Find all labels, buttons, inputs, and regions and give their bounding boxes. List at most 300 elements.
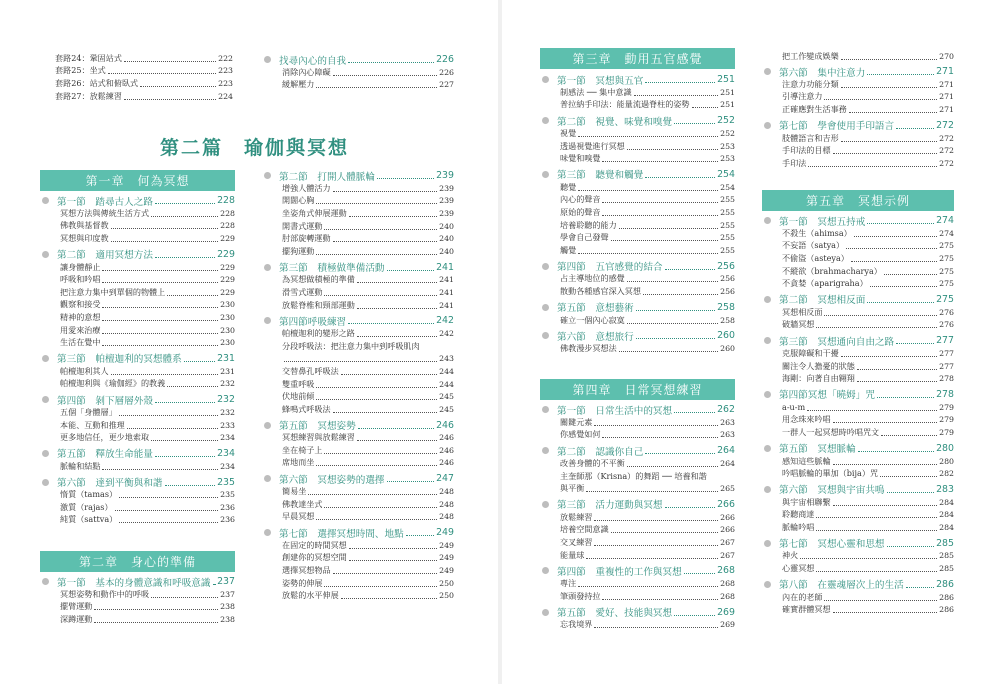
toc-entry [762, 591, 954, 604]
toc-entry-label: 關注令人擔憂的狀態 [782, 360, 855, 371]
toc-entry-page: 233 [220, 420, 235, 430]
toc-entry-page: 285 [939, 564, 954, 574]
toc-entry [40, 431, 235, 444]
toc-entry-page: 279 [939, 415, 954, 425]
toc-section [540, 498, 735, 511]
toc-entry-label: 不殺生（ahimsa） [782, 227, 852, 238]
toc-entry [262, 195, 454, 208]
toc-section-label: 第三節 聽覺和觸覺 [557, 170, 644, 182]
toc-entry [762, 401, 954, 414]
dot-leader [816, 327, 937, 328]
toc-section [40, 248, 235, 261]
toc-section-page: 283 [936, 483, 954, 495]
dot-leader [634, 95, 719, 96]
bullet-dot-icon [542, 501, 549, 508]
dot-leader [316, 519, 437, 520]
toc-entry [540, 619, 735, 632]
toc-entry-label: 不妄語（satya） [782, 240, 845, 251]
toc-entry-page: 255 [720, 220, 735, 230]
toc-entry-page: 276 [939, 307, 954, 317]
toc-entry [540, 342, 735, 355]
dot-leader [167, 386, 218, 387]
toc-entry-label: 把注意力集中到單個的物體上 [60, 286, 166, 297]
toc-entry-page: 266 [720, 512, 735, 522]
toc-entry-page: 255 [720, 207, 735, 217]
toc-entry-page: 255 [720, 233, 735, 243]
toc-entry-page: 284 [939, 510, 954, 520]
dot-leader [102, 282, 218, 283]
toc-entry [540, 524, 735, 537]
chapter2-banner: 第二章 身心的準備 [40, 551, 235, 572]
toc-entry-page: 275 [939, 253, 954, 263]
dot-leader [800, 558, 937, 559]
toc-entry-page: 230 [220, 300, 235, 310]
toc-section-label: 第六節 集中注意力 [779, 67, 866, 79]
toc-entry [262, 365, 454, 378]
toc-entry-page: 234 [220, 433, 235, 443]
toc-entry-label: 筆頭發持拉 [560, 590, 601, 601]
toc-entry [762, 157, 954, 170]
dot-leader [357, 308, 437, 309]
toc-entry [262, 182, 454, 195]
toc-section-label: 第一節 基本的身體意識和呼吸意識 [57, 577, 211, 589]
bullet-dot-icon [542, 406, 549, 413]
toc-section-label: 第四節 剝下層層外殼 [57, 395, 153, 407]
dot-leader [645, 82, 715, 83]
toc-section-label: 第三節 活力運動與冥想 [557, 500, 663, 512]
toc-entry-page: 244 [439, 366, 454, 376]
toc-section-page: 241 [436, 261, 454, 273]
left-col2-list [262, 166, 454, 602]
toc-entry-label: 選擇冥想物品 [282, 565, 331, 576]
dot-leader [324, 295, 437, 296]
toc-entry-page: 226 [439, 67, 454, 77]
dot-leader [627, 281, 718, 282]
toc-entry-label: 神火 [782, 550, 799, 561]
toc-section-label: 第七節 冥想心靈和思想 [779, 539, 885, 551]
bullet-dot-icon [542, 304, 549, 311]
toc-entry-label: 培養聆聽的能力 [560, 219, 617, 230]
dot-leader [316, 465, 437, 466]
toc-section-page: 231 [217, 352, 235, 364]
toc-entry-label: 手印法 [782, 157, 807, 168]
toc-entry-label: 主奎師那（Krisna）的舞蹈 ── 培養和諧 [560, 470, 707, 481]
dot-leader [849, 112, 937, 113]
toc-section [540, 301, 735, 314]
toc-entry-page: 238 [220, 602, 235, 612]
dot-leader [165, 485, 216, 486]
toc-section-page: 274 [936, 215, 954, 226]
toc-entry-page: 249 [439, 566, 454, 576]
toc-entry-page: 284 [939, 497, 954, 507]
toc-entry-label: 原始的聲音 [560, 206, 601, 217]
toc-entry-page: 228 [220, 208, 235, 218]
dot-leader [586, 491, 718, 492]
bullet-dot-icon [42, 578, 49, 585]
toc-section-label: 第六節 意想旅行 [557, 331, 634, 343]
toc-entry-page: 229 [220, 233, 235, 243]
toc-entry [262, 390, 454, 403]
toc-section-label: 第五節 冥想脈輪 [779, 444, 856, 456]
toc-section-page: 256 [717, 260, 735, 272]
dot-leader [877, 397, 934, 398]
toc-entry-label: 占主導地位的感覺 [560, 273, 625, 284]
dot-leader [833, 612, 938, 613]
toc-entry [40, 232, 235, 245]
dot-leader [167, 295, 218, 296]
toc-entry [762, 144, 954, 157]
toc-entry [40, 336, 235, 349]
toc-entry [40, 588, 235, 601]
toc-section [762, 483, 954, 496]
bullet-dot-icon [42, 450, 49, 457]
dot-leader [124, 99, 216, 100]
toc-entry-page: 232 [220, 407, 235, 417]
toc-entry-label: 深蹲運動 [60, 613, 93, 624]
toc-entry [262, 353, 454, 366]
dot-leader [119, 497, 218, 498]
toc-section [762, 293, 954, 306]
toc-entry [40, 489, 235, 502]
dot-leader [124, 61, 216, 62]
toc-section-page: 278 [936, 388, 954, 400]
bullet-dot-icon [542, 171, 549, 178]
dot-leader [387, 270, 435, 271]
toc-section [762, 442, 954, 455]
toc-entry-page: 286 [939, 605, 954, 615]
toc-entry [762, 509, 954, 522]
bullet-dot-icon [542, 76, 549, 83]
toc-entry-label: 一群人一起冥想時吟唱咒文 [782, 426, 880, 437]
toc-entry-label: 脈輪吟唱 [782, 521, 815, 532]
toc-section-label: 第二節 適用冥想方法 [57, 250, 153, 262]
toc-entry-label: 坐在椅子上 [282, 444, 323, 455]
left-col2-top-list [262, 50, 454, 91]
toc-entry [262, 232, 454, 245]
toc-entry [762, 103, 954, 116]
toc-entry-page: 223 [218, 78, 233, 88]
toc-entry-page: 268 [720, 591, 735, 601]
toc-entry [762, 78, 954, 91]
dot-leader [602, 215, 718, 216]
toc-entry [40, 220, 235, 233]
dot-leader [692, 107, 719, 108]
toc-section-label: 第八節 在靈魂層次上的生活 [779, 580, 904, 592]
toc-entry-page: 271 [939, 79, 954, 89]
toc-entry [55, 90, 233, 103]
toc-entry [762, 562, 954, 575]
toc-entry [55, 65, 233, 78]
toc-entry [262, 340, 454, 353]
toc-entry-label: 觸覺 [560, 244, 577, 255]
dot-leader [602, 202, 718, 203]
dot-leader [816, 571, 937, 572]
bullet-dot-icon [764, 391, 771, 398]
dot-leader [111, 228, 219, 229]
dot-leader [586, 558, 718, 559]
dot-leader [846, 248, 937, 249]
toc-entry-label: 創建你的冥想空間 [282, 552, 347, 563]
toc-entry-label: 開闊心胸 [282, 195, 315, 206]
toc-entry [262, 66, 454, 79]
dot-leader [674, 615, 715, 616]
bullet-dot-icon [264, 529, 271, 536]
dot-leader [645, 177, 715, 178]
toc-entry [540, 577, 735, 590]
bullet-dot-icon [764, 122, 771, 129]
toc-entry [55, 77, 233, 90]
dot-leader [896, 128, 934, 129]
toc-entry [540, 314, 735, 327]
toc-entry [262, 245, 454, 258]
bullet-dot-icon [542, 263, 549, 270]
dot-leader [324, 229, 437, 230]
dot-leader [284, 361, 437, 362]
dot-leader [816, 517, 937, 518]
toc-section-label: 第四節呼吸練習 [279, 316, 347, 328]
toc-entry [762, 319, 954, 332]
toc-entry-page: 245 [439, 404, 454, 414]
chapter3-list [540, 70, 735, 355]
toc-entry-label: 帕檀迦利的變形之路 [282, 328, 355, 339]
dot-leader [857, 369, 937, 370]
dot-leader [102, 270, 218, 271]
toc-entry [40, 324, 235, 337]
toc-entry-label: 更多地信任，更少地索取 [60, 432, 150, 443]
bullet-dot-icon [542, 332, 549, 339]
toc-section-label: 第四節 五官感覺的結合 [557, 262, 663, 274]
toc-section [762, 65, 954, 78]
toc-entry [40, 406, 235, 419]
dot-leader [627, 149, 718, 150]
toc-section-page: 285 [936, 537, 954, 549]
bullet-dot-icon [264, 317, 271, 324]
toc-entry-page: 246 [439, 458, 454, 468]
chapter5-list [762, 211, 954, 616]
toc-entry [262, 485, 454, 498]
dot-leader [102, 333, 218, 334]
dot-leader [102, 320, 218, 321]
toc-entry-label: 培養空間意識 [560, 524, 609, 535]
toc-section-page: 258 [717, 301, 735, 313]
toc-entry-page: 231 [220, 366, 235, 376]
dot-leader [155, 203, 215, 204]
dot-leader [316, 87, 437, 88]
toc-section-page: 234 [217, 447, 235, 459]
toc-entry-page: 248 [439, 499, 454, 509]
toc-section-page: 268 [717, 565, 735, 577]
toc-entry-label: 蜂鳴式呼吸法 [282, 403, 331, 414]
toc-section-page: 228 [217, 195, 235, 206]
dot-leader [140, 86, 216, 87]
toc-entry-label: 你感覺如何 [560, 429, 601, 440]
toc-entry-page: 246 [439, 445, 454, 455]
toc-entry-page: 275 [939, 266, 954, 276]
toc-entry-label: 早晨冥想 [282, 511, 315, 522]
dot-leader [867, 74, 934, 75]
dot-leader [833, 153, 938, 154]
toc-entry-page: 256 [720, 274, 735, 284]
dot-leader [824, 315, 937, 316]
toc-entry [762, 414, 954, 427]
toc-entry-label: 姿勢的伸展 [282, 577, 323, 588]
toc-entry-label: 與平衡 [560, 483, 585, 494]
dot-leader [619, 228, 718, 229]
toc-entry [762, 132, 954, 145]
toc-entry-label: 內心的聲音 [560, 194, 601, 205]
dot-leader [674, 123, 715, 124]
toc-entry [540, 206, 735, 219]
dot-leader [636, 338, 715, 339]
toc-entry-page: 251 [720, 87, 735, 97]
dot-leader [807, 410, 937, 411]
toc-section-label: 第六節 冥想與宇宙共鳴 [779, 485, 885, 497]
toc-section-label: 第七節 學會使用手印語言 [779, 121, 895, 133]
chapter4-banner: 第四章 日常冥想練習 [540, 379, 735, 400]
dot-leader [854, 236, 937, 237]
toc-section-label: 第二節 冥想相反面 [779, 295, 866, 307]
dot-leader [316, 203, 437, 204]
toc-section [40, 194, 235, 207]
chapter1-list [40, 191, 235, 526]
part-title: 第二篇 瑜伽與冥想 [160, 137, 350, 159]
toc-entry-page: 265 [720, 484, 735, 494]
toc-entry [762, 426, 954, 439]
toc-entry-label: 普拉納手印法：能量流過脊柱的姿勢 [560, 99, 690, 110]
toc-entry-label: 簡易坐 [282, 486, 307, 497]
dot-leader [602, 437, 718, 438]
toc-section-page: 235 [217, 476, 235, 488]
dot-leader [184, 361, 215, 362]
toc-entry [262, 589, 454, 602]
dot-leader [684, 573, 715, 574]
toc-entry-label: 把工作變成娛樂 [782, 50, 839, 61]
toc-entry-page: 228 [220, 221, 235, 231]
toc-entry-page: 275 [939, 241, 954, 251]
toc-entry-page: 222 [218, 53, 233, 63]
toc-entry-label: 肢體語言和吉形 [782, 132, 839, 143]
toc-entry-page: 243 [439, 354, 454, 364]
toc-entry [40, 286, 235, 299]
toc-entry-label: 增強人體活力 [282, 182, 331, 193]
toc-entry-page: 274 [939, 228, 954, 238]
toc-section-page: 266 [717, 498, 735, 510]
toc-entry [55, 52, 233, 65]
toc-entry [40, 311, 235, 324]
toc-entry [540, 457, 735, 470]
toc-entry-page: 234 [220, 461, 235, 471]
toc-entry-label: 克服障礙和干擾 [782, 347, 839, 358]
toc-entry-page: 223 [218, 66, 233, 76]
toc-entry [540, 482, 735, 495]
left-col1-top-list [55, 52, 233, 102]
toc-section-page: 246 [436, 419, 454, 431]
toc-entry [262, 457, 454, 470]
toc-section-label: 找尋內心的自我 [279, 55, 347, 67]
toc-entry-label: 佛教與基督教 [60, 220, 109, 231]
toc-section [540, 564, 735, 577]
toc-section [40, 393, 235, 406]
bullet-dot-icon [764, 581, 771, 588]
dot-leader [324, 453, 437, 454]
dot-leader [151, 597, 218, 598]
toc-entry-label: 緩解壓力 [282, 79, 315, 90]
bullet-dot-icon [764, 296, 771, 303]
toc-entry-label: 專注 [560, 578, 577, 589]
toc-entry-label: 生活在覺中 [60, 337, 101, 348]
toc-entry-page: 263 [720, 430, 735, 440]
toc-entry-page: 279 [939, 427, 954, 437]
toc-entry-page: 239 [439, 196, 454, 206]
bullet-dot-icon [264, 56, 271, 63]
toc-section [540, 168, 735, 181]
dot-leader [348, 62, 434, 63]
toc-entry [540, 86, 735, 99]
dot-leader [155, 257, 215, 258]
dot-leader [151, 216, 218, 217]
toc-entry-label: 破牆冥想 [782, 319, 815, 330]
toc-entry [762, 277, 954, 290]
toc-entry-page: 275 [939, 279, 954, 289]
toc-entry-label: 放鬆脊椎和頸部運動 [282, 299, 355, 310]
dot-leader [841, 87, 937, 88]
toc-entry [40, 460, 235, 473]
toc-entry-page: 269 [720, 620, 735, 630]
toc-entry-page: 229 [220, 262, 235, 272]
bullet-dot-icon [264, 422, 271, 429]
toc-entry-label: 聽覺 [560, 181, 577, 192]
toc-section-page: 229 [217, 248, 235, 260]
toc-entry-page: 224 [218, 91, 233, 101]
toc-section-page: 232 [217, 394, 235, 406]
toc-entry-label: 冥想與印度教 [60, 232, 109, 243]
dot-leader [674, 412, 715, 413]
toc-entry [540, 273, 735, 286]
toc-section [262, 169, 454, 182]
dot-leader [665, 507, 716, 508]
dot-leader [824, 99, 937, 100]
toc-entry-page: 252 [720, 128, 735, 138]
dot-leader [643, 294, 718, 295]
toc-entry-page: 249 [439, 553, 454, 563]
toc-entry-page: 260 [720, 344, 735, 354]
toc-entry-label: 聆聽商達 [782, 509, 815, 520]
toc-entry-label: 呼吸和吟唱 [60, 274, 101, 285]
toc-section [540, 73, 735, 86]
toc-entry-label: 正確應對生活事務 [782, 103, 847, 114]
toc-section-label: 第三節 冥想通向自由之路 [779, 336, 895, 348]
toc-entry-label: 吟唱脈輪的畢加（bija）咒 [782, 468, 879, 479]
dot-leader [333, 75, 438, 76]
toc-entry [40, 378, 235, 391]
toc-entry [540, 511, 735, 524]
toc-entry [262, 378, 454, 391]
dot-leader [602, 161, 718, 162]
dot-leader [906, 587, 934, 588]
toc-entry [540, 194, 735, 207]
toc-entry-label: 席地而坐 [282, 457, 315, 468]
dot-leader [94, 622, 218, 623]
dot-leader [349, 548, 437, 549]
bullet-dot-icon [542, 447, 549, 454]
dot-leader [308, 494, 437, 495]
toc-section [762, 334, 954, 347]
dot-leader [333, 241, 438, 242]
dot-leader [851, 261, 937, 262]
bullet-dot-icon [542, 609, 549, 616]
toc-section-page: 272 [936, 119, 954, 131]
bullet-dot-icon [264, 172, 271, 179]
